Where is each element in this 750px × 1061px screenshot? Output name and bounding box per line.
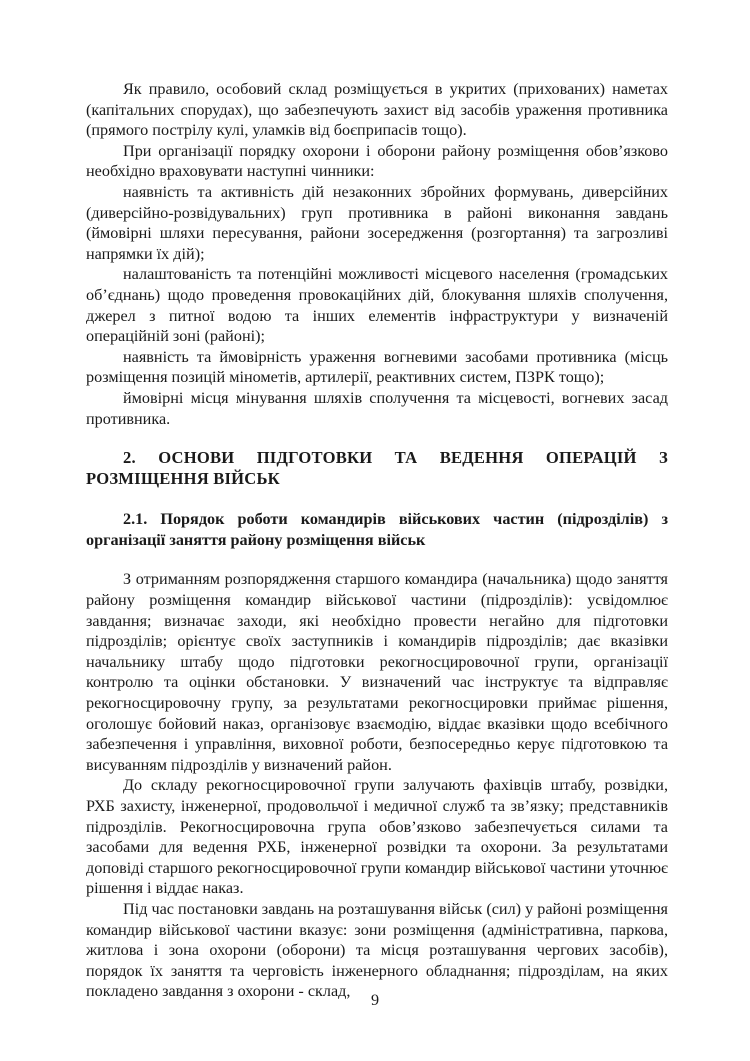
list-item: ймовірні місця мінування шляхів сполучення та місцевості, вогневих засад противника.: [86, 388, 668, 428]
list-item: налаштованість та потенційні можливості місцевого населення (громадських об’єднань) щодо проведення провокаційних дій, блокування шляхів сполучення, джерел з питної водою та інших елементів інфраструктури у визначеній операційній зоні (районі);: [86, 265, 668, 346]
page-body: [86, 79, 668, 1002]
paragraph: До складу рекогносцировочної групи залучають фахівців штабу, розвідки, РХБ захисту, інженерної, продовольчої і медичної служб та зв’язку; представників підрозділів. Рекогносцировочна група обов’язково забезпечується силами та засобами для ведення РХБ, інженерної розвідки та охорони. За результатами доповіді старшого рекогносцировочної групи командир військової частини уточнює рішення і віддає наказ.: [86, 776, 668, 898]
section-heading: 2. ОСНОВИ ПІДГОТОВКИ ТА ВЕДЕННЯ ОПЕРАЦІЙ З РОЗМІЩЕННЯ ВІЙСЬК: [86, 448, 668, 488]
paragraph: При організації порядку охорони і оборони району розміщення обов’язково необхідно враховувати наступні чинники:: [86, 141, 668, 181]
list-item: наявність та ймовірність ураження вогневими засобами противника (місць розміщення позицій мінометів, артилерії, реактивних систем, ПЗРК тощо);: [86, 347, 668, 387]
paragraph: Як правило, особовий склад розміщується в укритих (прихованих) наметах (капітальних спорудах), що забезпечують захист від засобів ураження противника (прямого пострілу кулі, уламків від боєприпасів тощо).: [86, 80, 668, 140]
paragraph: З отриманням розпорядження старшого командира (начальника) щодо заняття району розміщення командир військової частини (підрозділів): усвідомлює завдання; визначає заходи, які необхідно провести негайно для підготовки підрозділів; орієнтує своїх заступників і командирів підрозділів; дає вказівки начальнику штабу щодо підготовки рекогносцировочної групи, організації контролю та оцінки обстановки. У визначений час інструктує та відправляє рекогносцировочну групу, за результатами рекогносцировки приймає рішення, оголошує бойовий наказ, організовує взаємодію, віддає вказівки щодо всебічного забезпечення і управління, виховної роботи, безпосередньо керує підготовкою та висуванням підрозділів у визначений район.: [86, 570, 668, 774]
page-number: 9: [370, 991, 380, 1009]
subsection-heading: 2.1. Порядок роботи командирів військових частин (підрозділів) з організації заняття району розміщення військ: [86, 510, 668, 549]
list-item: наявність та активність дій незаконних збройних формувань, диверсійних (диверсійно-розвідувальних) груп противника в районі виконання завдань (ймовірні шляхи пересування, райони зосередження (розгортання) та загрозливі напрямки їх дій);: [86, 182, 668, 263]
paragraph: Під час постановки завдань на розташування військ (сил) у районі розміщення командир військової частини вказує: зони розміщення (адміністративна, паркова, житлова і зона охорони (оборони) та місця розташування чергових засобів), порядок їх заняття та черговість інженерного обладнання; підрозділам, на яких покладено завдання з охорони - склад,: [86, 899, 668, 1001]
